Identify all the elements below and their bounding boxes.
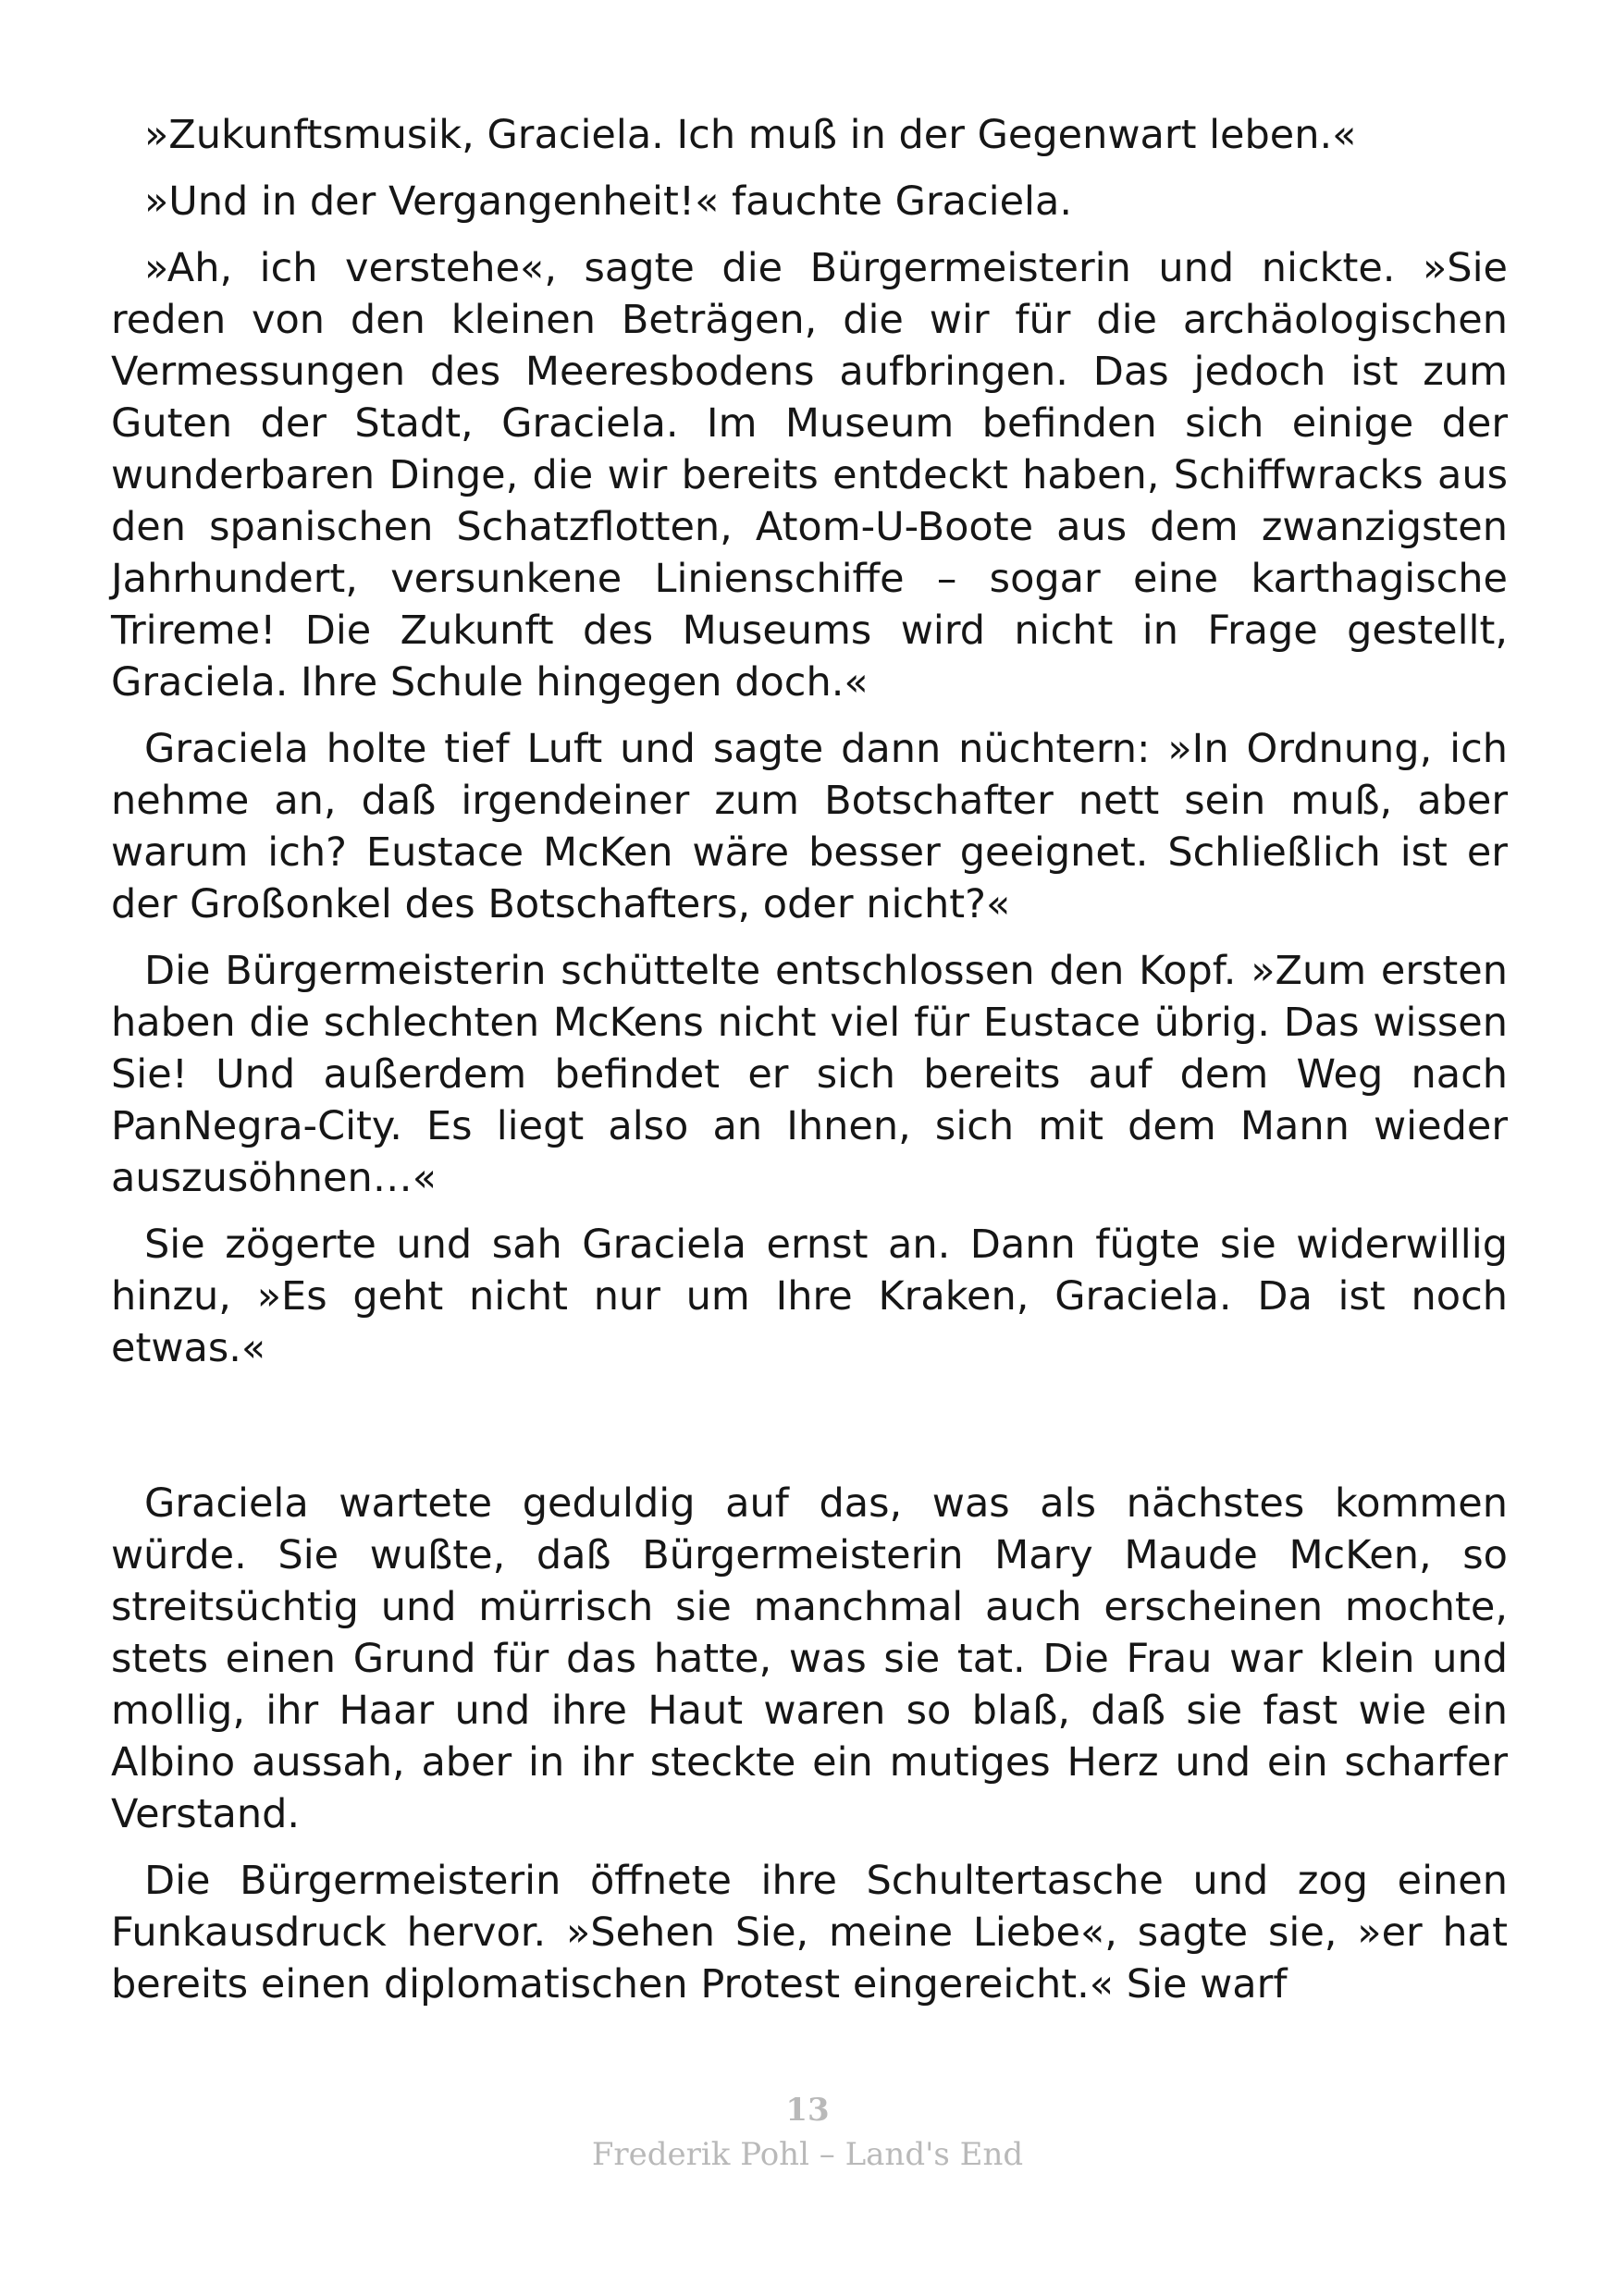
section-break: [111, 1389, 1508, 1478]
paragraph-2: »Und in der Vergangenheit!« fauchte Graciela.: [144, 178, 1073, 225]
footer-book-title: Frederik Pohl – Land's End: [591, 2136, 1024, 2173]
page-number: 13: [785, 2092, 830, 2129]
paragraph-3: »Ah, ich verstehe«, sagte die Bürgermeisterin und nickte. »Sie reden von den kleinen Beträgen, die wir für die archäologischen Vermessungen des Meeresbodens aufbringen. Das jedoch ist zum Guten der Stadt, Graciela. Im Museum befinden sich einige der wunderbaren Dinge, die wir bereits entdeckt haben, Schiffwracks aus den spanischen Schatzflotten, Atom-U-Boote aus dem zwanzigsten Jahrhundert, versunkene Linienschiffe – sogar eine karthagische Trireme! Die Zukunft des Museums wird nicht in Frage gestellt, Graciela. Ihre Schule hingegen doch.«: [111, 245, 1508, 706]
paragraph-7: Graciela wartete geduldig auf das, was als nächstes kommen würde. Sie wußte, daß Bürgermeisterin Mary Maude McKen, so streitsüchtig und mürrisch sie manchmal auch erscheinen mochte, stets einen Grund für das hatte, was sie tat. Die Frau war klein und mollig, ihr Haar und ihre Haut waren so blaß, daß sie fast wie ein Albino aussah, aber in ihr steckte ein mutiges Herz und ein scharfer Verstand.: [111, 1480, 1508, 1837]
paragraph-8: Die Bürgermeisterin öffnete ihre Schultertasche und zog einen Funkausdruck hervor. »Sehen Sie, meine Liebe«, sagte sie, »er hat bereits einen diplomatischen Protest eingereicht.« Sie warf: [111, 1858, 1508, 2007]
paragraph-6: Sie zögerte und sah Graciela ernst an. Dann fügte sie widerwillig hinzu, »Es geht nicht nur um Ihre Kraken, Graciela. Da ist noch etwas.«: [111, 1222, 1508, 1371]
paragraph-5: Die Bürgermeisterin schüttelte entschlossen den Kopf. »Zum ersten haben die schlechten McKens nicht viel für Eustace übrig. Das wissen Sie! Und außerdem befindet er sich bereits auf dem Weg nach PanNegra-City. Es liegt also an Ihnen, sich mit dem Mann wieder auszusöhnen…«: [111, 948, 1508, 1201]
paragraph-1: »Zukunftsmusik, Graciela. Ich muß in der Gegenwart leben.«: [144, 112, 1357, 158]
paragraph-4: Graciela holte tief Luft und sagte dann nüchtern: »In Ordnung, ich nehme an, daß irgendeiner zum Botschafter nett sein muß, aber warum ich? Eustace McKen wäre besser geeignet. Schließlich ist er der Großonkel des Botschafters, oder nicht?«: [111, 726, 1508, 927]
body-text: [111, 109, 1508, 2025]
